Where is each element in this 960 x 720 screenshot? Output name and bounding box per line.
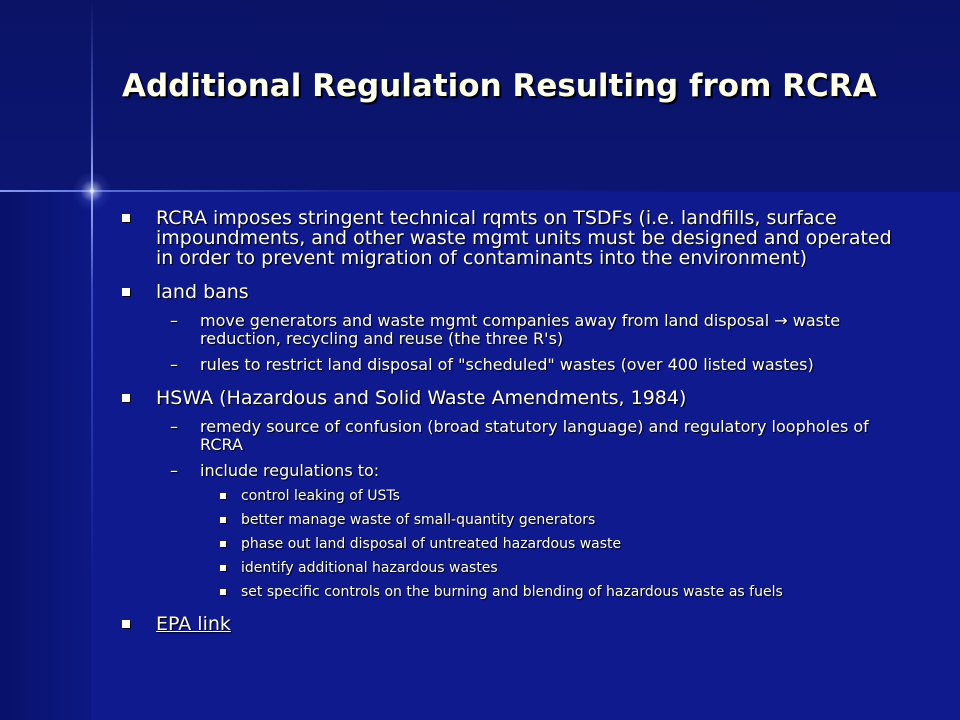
sub-sub-bullet bbox=[118, 488, 908, 504]
sub-sub-bullet bbox=[118, 512, 908, 528]
bullet-land-bans bbox=[118, 282, 908, 302]
square-bullet-icon bbox=[220, 565, 226, 571]
square-bullet-icon bbox=[220, 589, 226, 595]
sub-bullet bbox=[118, 312, 908, 348]
dash-marker: – bbox=[170, 461, 178, 480]
bullet-text: HSWA (Hazardous and Solid Waste Amendments, 1984) bbox=[156, 387, 687, 409]
bullet-hswa bbox=[118, 388, 908, 408]
slide-content bbox=[118, 208, 908, 648]
sub-sub-bullet-text: identify additional hazardous wastes bbox=[241, 560, 498, 576]
dash-marker: – bbox=[170, 417, 178, 436]
epa-link[interactable]: EPA link bbox=[156, 613, 231, 635]
square-bullet-icon bbox=[122, 288, 130, 296]
sub-sub-bullet-text: phase out land disposal of untreated hazardous waste bbox=[241, 536, 622, 552]
square-bullet-icon bbox=[122, 394, 130, 402]
sub-bullet-text: include regulations to: bbox=[200, 461, 380, 480]
sub-bullet-text: move generators and waste mgmt companies away from land disposal → waste reduction, recycling and reuse (the three R's) bbox=[200, 311, 841, 348]
square-bullet-icon bbox=[220, 517, 226, 523]
square-bullet-icon bbox=[220, 493, 226, 499]
square-bullet-icon bbox=[122, 214, 130, 222]
sub-bullet bbox=[118, 462, 908, 480]
bullet-text: land bans bbox=[156, 281, 249, 303]
sub-bullet bbox=[118, 356, 908, 374]
slide-title: Additional Regulation Resulting from RCRA bbox=[122, 68, 877, 104]
sub-sub-bullet bbox=[118, 536, 908, 552]
decorative-horizontal-line bbox=[0, 190, 960, 192]
sub-sub-bullet-text: control leaking of USTs bbox=[241, 488, 400, 504]
square-bullet-icon bbox=[220, 541, 226, 547]
square-bullet-icon bbox=[122, 620, 130, 628]
sub-bullet-text: rules to restrict land disposal of "scheduled" wastes (over 400 listed wastes) bbox=[200, 355, 814, 374]
sub-bullet bbox=[118, 418, 908, 454]
sub-sub-bullet bbox=[118, 584, 908, 600]
sub-sub-bullet-text: set specific controls on the burning and blending of hazardous waste as fuels bbox=[241, 584, 783, 600]
regulations-list bbox=[118, 488, 908, 600]
sparkle-icon bbox=[72, 171, 112, 211]
sub-bullet-text: remedy source of confusion (broad statutory language) and regulatory loopholes of RCRA bbox=[200, 417, 869, 454]
sub-sub-bullet bbox=[118, 560, 908, 576]
bullet-text: RCRA imposes stringent technical rqmts on TSDFs (i.e. landfills, surface impoundments, and other waste mgmt units must be designed and operated in order to prevent migration of contaminants into the environment) bbox=[156, 207, 892, 269]
dash-marker: – bbox=[170, 355, 178, 374]
decorative-vertical-line bbox=[91, 0, 93, 720]
hswa-subitems bbox=[118, 418, 908, 600]
bullet-epa-link bbox=[118, 614, 908, 634]
sub-sub-bullet-text: better manage waste of small-quantity generators bbox=[241, 512, 596, 528]
land-bans-subitems bbox=[118, 312, 908, 374]
bullet-rcra-requirements bbox=[118, 208, 908, 268]
dash-marker: – bbox=[170, 311, 178, 330]
